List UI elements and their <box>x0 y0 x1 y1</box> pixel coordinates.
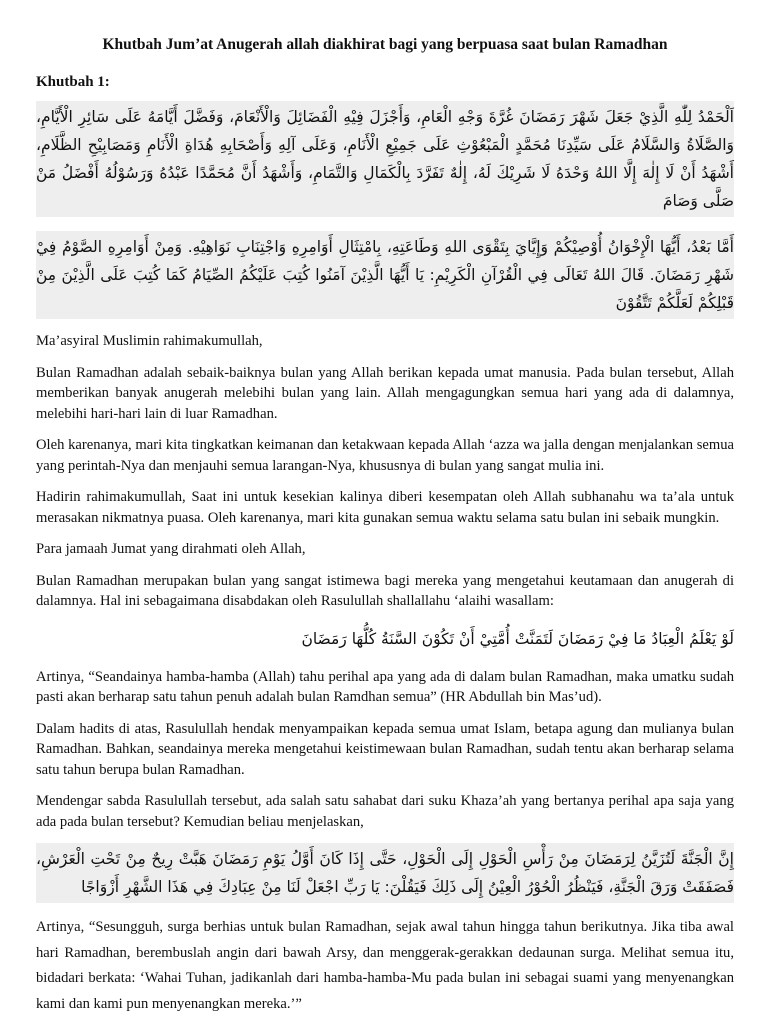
paragraph-greeting: Ma’asyiral Muslimin rahimakumullah, <box>36 333 263 349</box>
paragraph-translation-1: Artinya, “Seandainya hamba-hamba (Allah) tahu perihal apa yang ada di dalam bulan Ramadhan, maka umatku sudah pasti akan berharap satu tahun penuh adalah bulan Ramdhan semua” (HR Abdullah bin Mas’ud). <box>36 668 734 705</box>
paragraph-ramadhan-best-month: Bulan Ramadhan adalah sebaik-baiknya bulan yang Allah berikan kepada umat manusia. Pada bulan tersebut, Allah memberikan banyak anugerah melebihi bulan yang lain. Allah mengagungkan semua hari yang ada di dalamnya, melebihi hari-hari lain di luar Ramadhan. <box>36 364 734 422</box>
arabic-hadith-jannah: إِنَّ الْجَنَّةَ لَتُزَيَّنُ لِرَمَضَانَ مِنْ رَأْسِ الْحَوْلِ إِلَى الْحَوْلِ، حَتَّى إِذَا كَانَ أَوَّلُ يَوْمِ رَمَضَانَ هَبَّتْ رِيحٌ مِنْ تَحْتِ الْعَرْشِ، فَصَفَقَتْ وَرَقَ الْجَنَّةِ، فَيَنْظُرُ الْحُوْرُ الْعِيْنُ إِلَى ذَلِكَ فَيَقُلْنَ: يَا رَبِّ اجْعَلْ لَنَا مِنْ عِبَادِكَ فِي هَذَا الشَّهْرِ أَزْوَاجًا <box>36 843 734 903</box>
paragraph-hadith-explanation: Dalam hadits di atas, Rasulullah hendak menyampaikan kepada semua umat Islam, betapa agung dan mulianya bulan Ramadhan. Bahkan, seandainya mereka mengetahui keistimewaan bulan Ramadhan, sudah tentu akan berharap selama satu tahun berupa bulan Ramadhan. <box>36 720 734 778</box>
document-title: Khutbah Jum’at Anugerah allah diakhirat bagi yang berpuasa saat bulan Ramadhan <box>102 36 668 53</box>
arabic-hadith-law-yalamu: لَوْ يَعْلَمُ الْعِبَادُ مَا فِيْ رَمَضَانَ لَتَمَنَّتْ أُمَّتِيْ أَنْ تَكُوْنَ السَّنَةُ كُلُّهَا رَمَضَانَ <box>301 629 734 648</box>
section-label-khutbah-1: Khutbah 1: <box>36 74 110 90</box>
paragraph-para-jamaah: Para jamaah Jumat yang dirahmati oleh Allah, <box>36 541 306 557</box>
arabic-amma-badu-quran-verse: أَمَّا بَعْدُ، أَيُّهَا الْإِخْوَانُ أُوْصِيْكُمْ وَإِيَّايَ بِتَقْوَى اللهِ وَطَاعَتِهِ، بِامْتِثَالِ أَوَامِرِهِ وَاجْتِنَابِ نَوَاهِيْهِ. وَمِنْ أَوَامِرِهِ الصَّوْمُ فِيْ شَهْرِ رَمَضَانَ. قَالَ اللهُ تَعَالَى فِي الْقُرْآنِ الْكَرِيْمِ: يَا أَيُّهَا الَّذِيْنَ آمَنُوا كُتِبَ عَلَيْكُمُ الصِّيَامُ كَمَا كُتِبَ عَلَى الَّذِيْنَ مِنْ قَبْلِكُمْ لَعَلَّكُمْ تَتَّقُوْنَ <box>36 231 734 319</box>
paragraph-hadirin: Hadirin rahimakumullah, Saat ini untuk kesekian kalinya diberi kesempatan oleh Allah subhanahu wa ta’ala untuk merasakan nikmatnya puasa. Oleh karenanya, mari kita gunakan semua waktu selama satu bulan ini sebaik mungkin. <box>36 489 734 526</box>
paragraph-khazaah-question: Mendengar sabda Rasulullah tersebut, ada salah satu sahabat dari suku Khaza’ah yang bertanya perihal apa saja yang ada pada bulan tersebut? Kemudian beliau menjelaskan, <box>36 793 734 830</box>
paragraph-increase-faith: Oleh karenanya, mari kita tingkatkan keimanan dan ketakwaan kepada Allah ‘azza wa jalla dengan menjalankan semua yang perintah-Nya dan menjauhi semua larangan-Nya, khususnya di bulan yang sangat mulia ini. <box>36 437 734 474</box>
arabic-opening-praise: اَلْحَمْدُ لِلّٰهِ الَّذِيْ جَعَلَ شَهْرَ رَمَضَانَ غُرَّةَ وَجْهِ الْعَامِ، وَأَجْزَلَ فِيْهِ الْفَضَائِلَ وَالْأَنْعَامَ، وَفَضَّلَ أَيَّامَهُ عَلَى سَائِرِ الْأَيَّامِ، وَالصَّلَاةُ وَالسَّلَامُ عَلَى سَيِّدِنَا مُحَمَّدٍ الْمَبْعُوْثِ عَلَى جَمِيْعِ الْأَنَامِ، وَعَلَى آلِهِ وَأَصْحَابِهِ هُدَاةِ الْأَنَامِ وَمَصَابِيْحِ الظَّلَامِ، أَشْهَدُ أَنْ لَا إِلٰهَ إِلَّا اللهُ وَحْدَهُ لَا شَرِيْكَ لَهُ، إِلٰهٌ تَفَرَّدَ بِالْكَمَالِ وَالتَّمَامِ، وَأَشْهَدُ أَنَّ مُحَمَّدًا عَبْدُهُ وَرَسُوْلُهُ أَفْضَلُ مَنْ صَلَّى وَصَامَ <box>36 101 734 217</box>
paragraph-translation-2: Artinya, “Sesungguh, surga berhias untuk bulan Ramadhan, sejak awal tahun hingga tahun berikutnya. Jika tiba awal hari Ramadhan, berembuslah angin dari bawah Arsy, dan menggerak-gerakkan dedaunan surga. Melihat semua itu, bidadari berkata: ‘Wahai Tuhan, jadikanlah dari hamba-hamba-Mu pada bulan ini sebagai suami yang menyenangkan kami dan kami pun menyenangkan mereka.’” <box>36 919 734 1012</box>
paragraph-ramadhan-special: Bulan Ramadhan merupakan bulan yang sangat istimewa bagi mereka yang mengetahui keutamaan dan anugerah di dalamnya. Hal ini sebagaimana disabdakan oleh Rasulullah shallallahu ‘alaihi wasallam: <box>36 572 734 609</box>
